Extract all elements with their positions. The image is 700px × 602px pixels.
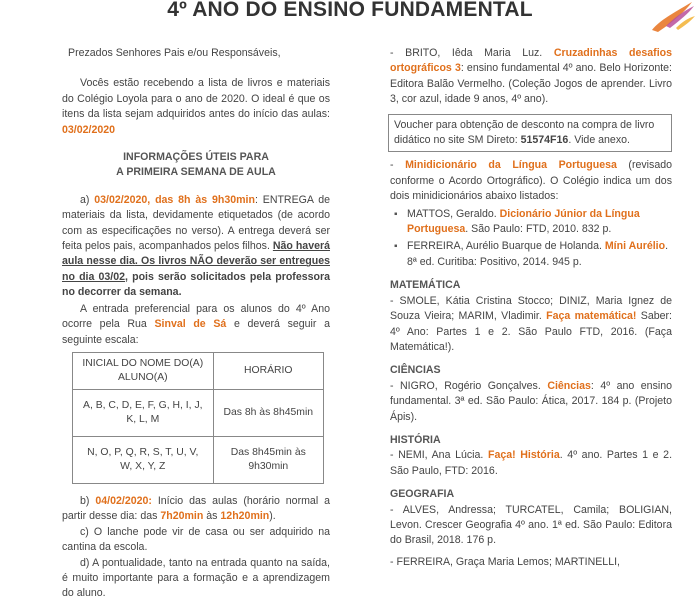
schedule-table [72, 352, 324, 484]
intro-date: 03/02/2020 [62, 123, 116, 136]
list-item: ▪ FERREIRA, Aurélio Buarque de Holanda. Míni Aurélio. 8ª ed. Curitiba: Positivo, 2014. 945 p. [407, 239, 672, 270]
voucher-box: Voucher para obtenção de desconto na compra de livro didático no site SM Direto: 51574F16. Vide anexo. [388, 114, 672, 153]
entrance-paragraph: A entrada preferencial para os alunos do 4º Ano ocorre pela Rua Sinval de Sá e deverá seguir a seguinte escala: [62, 302, 330, 346]
math-heading: MATEMÁTICA [390, 279, 461, 292]
item-b: b) 04/02/2020: Início das aulas (horário normal a partir desse dia: das 7h20min às 12h20min). [62, 494, 330, 523]
table-row: A, B, C, D, E, F, G, H, I, J, K, L, M Das 8h às 8h45min [73, 389, 324, 436]
table-header-row [73, 352, 324, 389]
book-geography-2: - FERREIRA, Graça Maria Lemos; MARTINELLI, [390, 555, 620, 568]
right-column [390, 46, 672, 570]
info-heading: INFORMAÇÕES ÚTEIS PARA A PRIMEIRA SEMANA DE AULA [116, 151, 276, 179]
header-time: HORÁRIO [213, 352, 323, 389]
item-c: c) O lanche pode vir de casa ou ser adquirido na cantina da escola. [62, 525, 330, 554]
intro-paragraph: Vocês estão recebendo a lista de livros e materiais do Colégio Loyola para o ano de 2020. O ideal é que os itens da lista sejam adquiridos antes do início das aulas: 03/02/2020 [62, 77, 330, 136]
history-heading: HISTÓRIA [390, 433, 441, 446]
book-brito: - BRITO, Iêda Maria Luz. Cruzadinhas desafios ortográficos 3: ensino fundamental 4º ano. Belo Horizonte: Editora Balão Vermelho. (Coleção Jogos de aprender. Livro 3, cor azul, idade 9 anos, 4º ano). [390, 47, 673, 106]
minidictionary-intro: - Minidicionário da Língua Portuguesa (revisado conforme o Acordo Ortográfico). O Colégio indica um dos dois minidicionários abaixo listados: [390, 159, 672, 203]
left-column [62, 46, 330, 602]
table-row: N, O, P, Q, R, S, T, U, V, W, X, Y, Z Das 8h45min às 9h30min [73, 436, 324, 483]
book-math: - SMOLE, Kátia Cristina Stocco; DINIZ, Maria Ignez de Souza Vieira; MARIM, Vladimir. Faça matemática! Saber: 4º Ano: Partes 1 e 2. São Paulo FTD, 2016. (Faça Matemática!). [390, 294, 672, 353]
item-d: d) A pontualidade, tanto na entrada quanto na saída, é muito importante para a formação e a aprendizagem do aluno. [62, 556, 330, 600]
book-history: - NEMI, Ana Lúcia. Faça! História. 4º ano. Partes 1 e 2. São Paulo, FTD: 2016. [390, 449, 673, 477]
book-geography-1: - ALVES, Andressa; TURCATEL, Camila; BOLIGIAN, Levon. Crescer Geografia 4º ano. 1ª ed. São Paulo: Editora do Brasil, 2018. 176 p. [390, 503, 672, 547]
brush-stroke-icon [646, 0, 696, 34]
science-heading: CIÊNCIAS [390, 364, 441, 377]
dictionary-list [390, 207, 672, 271]
list-item: ▪ MATTOS, Geraldo. Dicionário Júnior da Língua Portuguesa. São Paulo: FTD, 2010. 832 p. [407, 207, 672, 238]
item-a: a) 03/02/2020, das 8h às 9h30min: ENTREGA de materiais da lista, devidamente etiquetados (de acordo com as especificações no verso). A entrega deverá ser feita pelos pais, acompanhados pelos filhos. Não haverá aula nesse dia. Os livros NÃO deverão ser entregues no dia 03/02, pois serão solicitados pela professora no decorrer da semana. [62, 193, 330, 299]
greeting: Prezados Senhores Pais e/ou Responsáveis, [68, 47, 281, 59]
header-name: INICIAL DO NOME DO(A) ALUNO(A) [73, 352, 214, 389]
geography-heading: GEOGRAFIA [390, 488, 455, 501]
page-title: 4º ANO DO ENSINO FUNDAMENTAL [167, 0, 533, 21]
book-science: - NIGRO, Rogério Gonçalves. Ciências: 4º ano ensino fundamental. 3ª ed. São Paulo: Ática, 2017. 184 p. (Projeto Ápis). [390, 379, 672, 423]
